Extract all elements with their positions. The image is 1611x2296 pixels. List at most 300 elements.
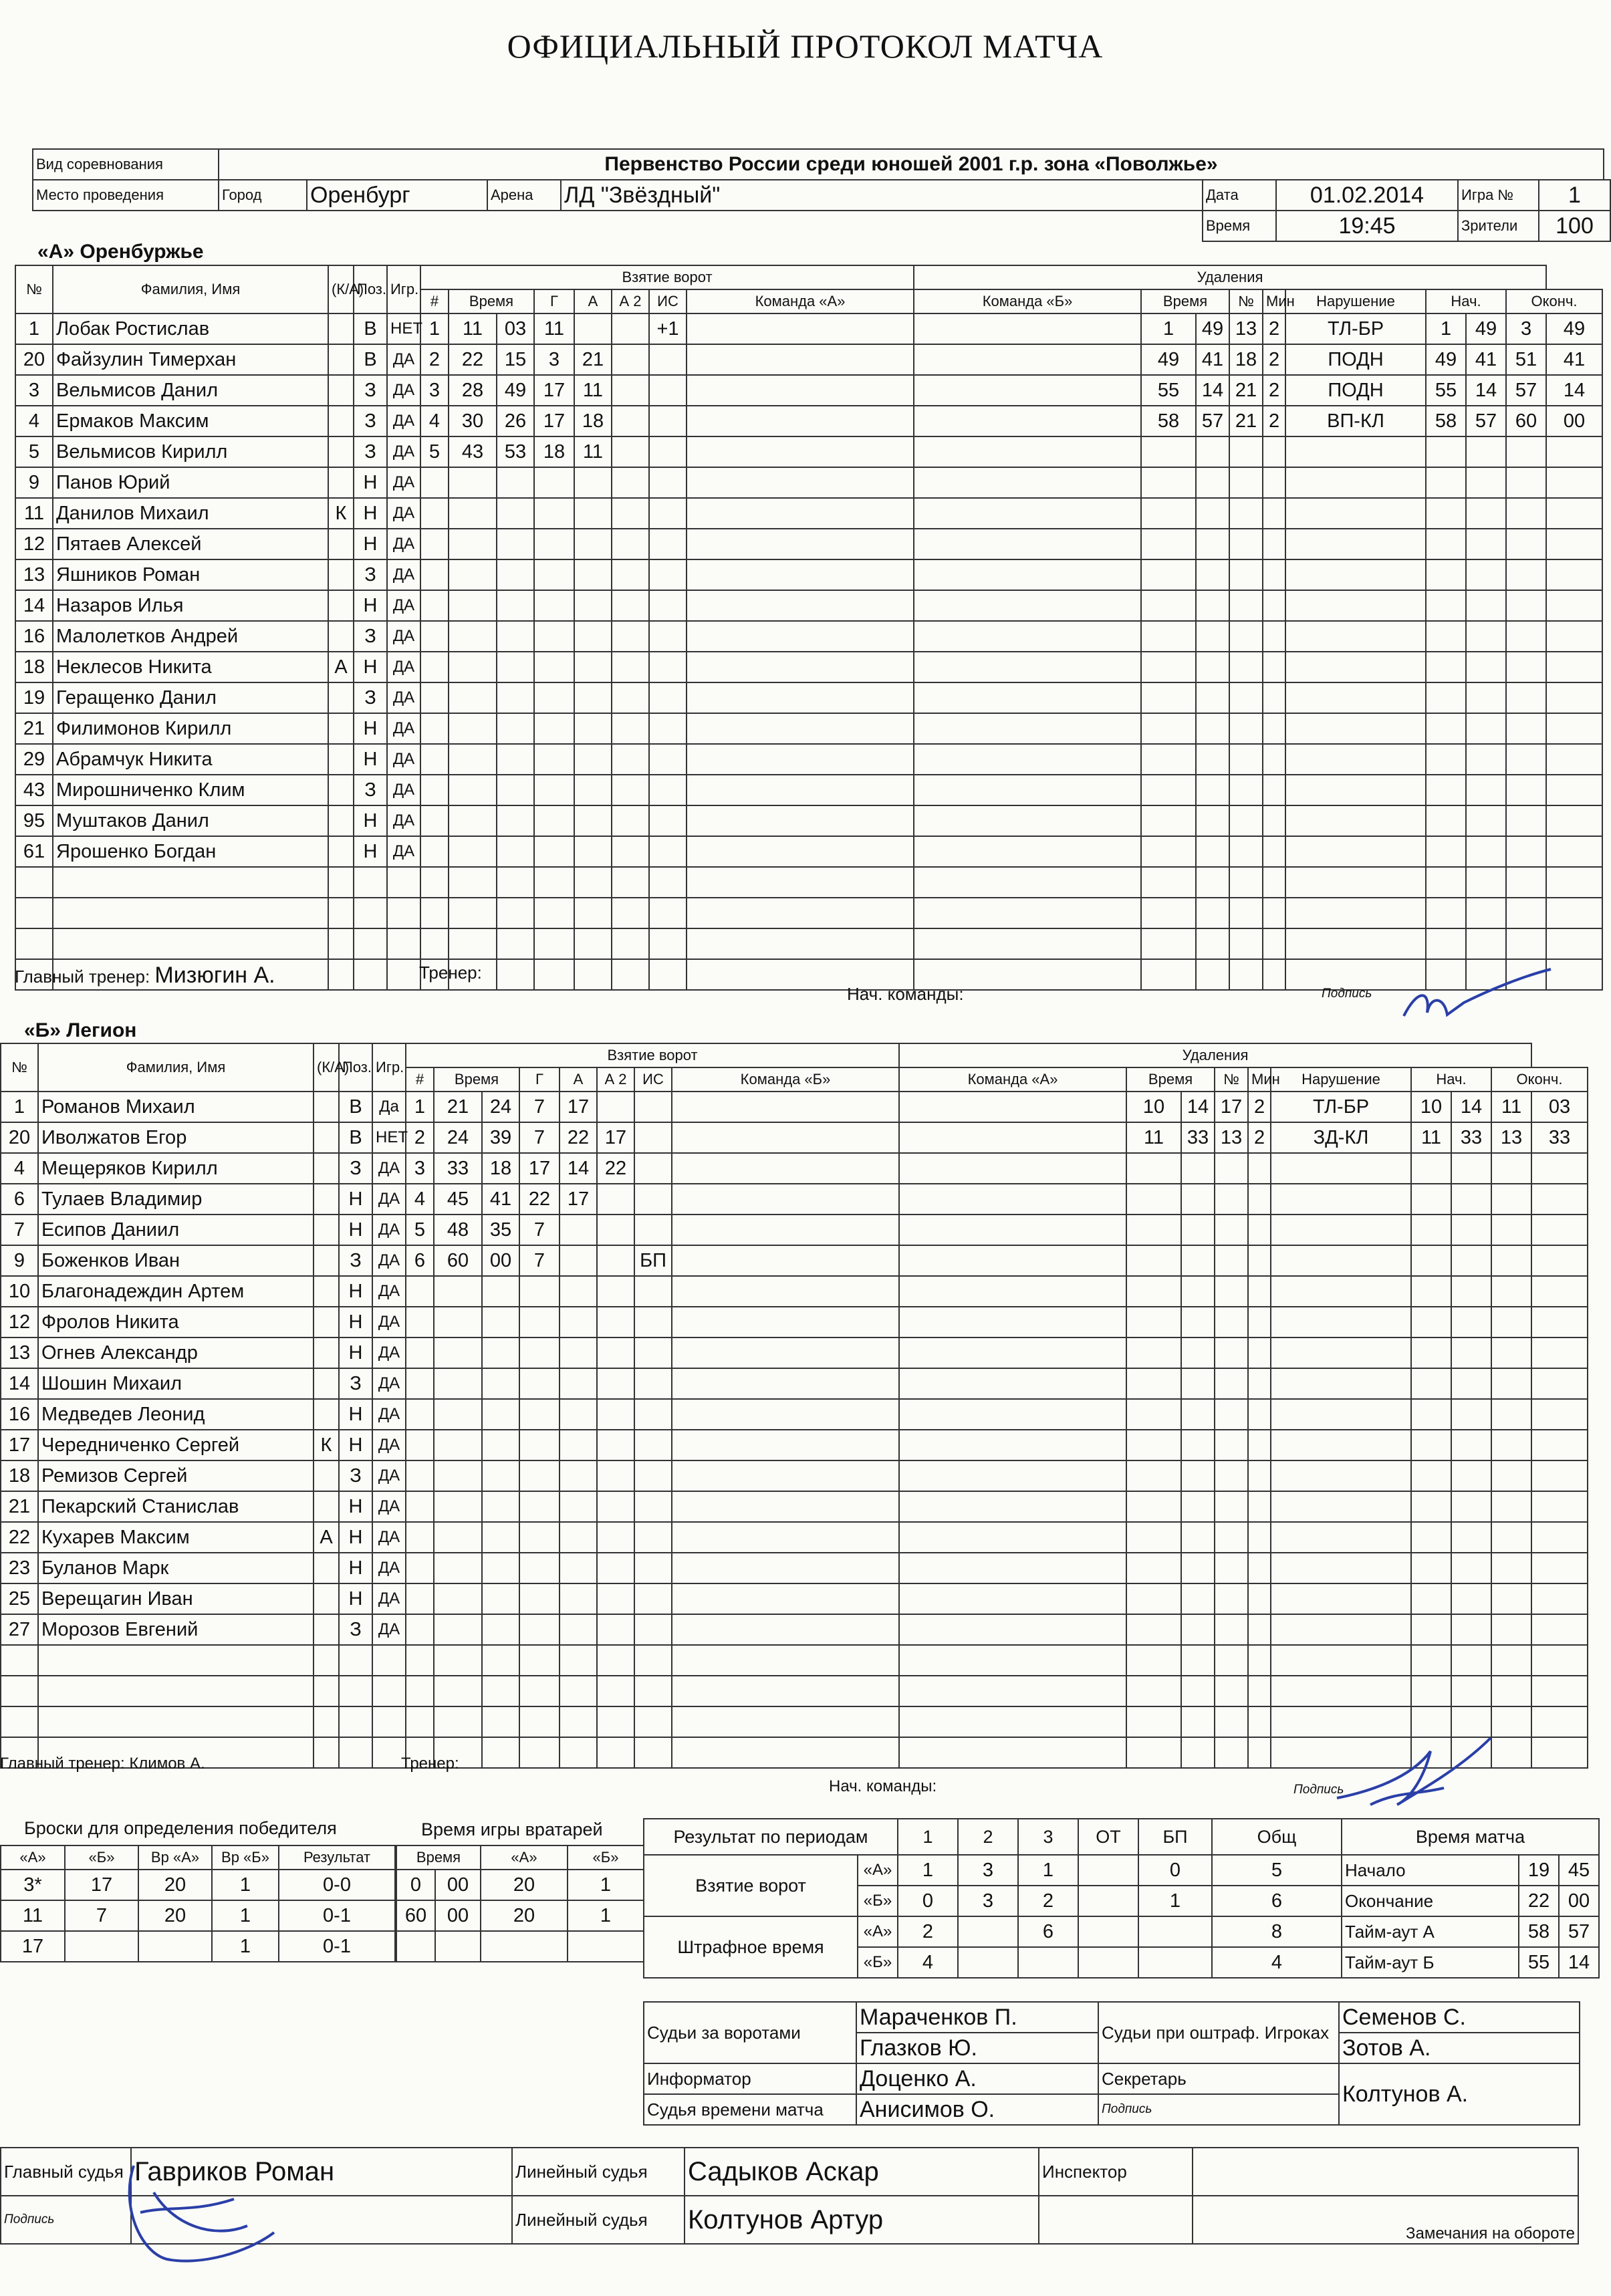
match-header-venue <box>32 179 1611 242</box>
penalty-minutes <box>1263 928 1285 959</box>
player-position: Н <box>354 652 387 682</box>
player-played: ДА <box>387 375 420 406</box>
player-position: В <box>354 344 387 375</box>
penalty-time-sec <box>1181 1245 1215 1276</box>
goal-a <box>560 1368 597 1399</box>
player-played <box>372 1706 406 1737</box>
penalty-minutes <box>1248 1184 1271 1215</box>
player-played: ДА <box>387 467 420 498</box>
goal-s: 00 <box>482 1245 519 1276</box>
player-position: Н <box>354 498 387 529</box>
table-row <box>15 898 1602 928</box>
penalty-start-sec <box>1466 744 1506 775</box>
player-position: З <box>354 375 387 406</box>
player-played: ДА <box>387 559 420 590</box>
penalty-time-min <box>1126 1614 1181 1645</box>
goal-own-cell <box>687 313 914 344</box>
period-cell: 2 <box>898 1916 958 1947</box>
goal-own-cell <box>672 1276 899 1307</box>
penalty-foul <box>1271 1583 1411 1614</box>
player-played: ДА <box>387 406 420 436</box>
period-team: «А» <box>858 1855 898 1886</box>
goal-own-cell <box>672 1645 899 1676</box>
penalty-foul <box>1285 928 1426 959</box>
goal-a <box>574 652 612 682</box>
penalty-time-min <box>1141 652 1196 682</box>
penalty-start-min: 10 <box>1411 1092 1451 1122</box>
team-a-head-coach: Мизюгин А. <box>154 963 275 988</box>
goal-opp-cell <box>914 529 1141 559</box>
goal-opp-cell <box>899 1092 1126 1122</box>
goalie-time-title: Время игры вратарей <box>421 1819 603 1839</box>
goal-no <box>420 805 449 836</box>
penalty-end-sec <box>1546 682 1602 713</box>
period-col-3: ОТ <box>1078 1819 1138 1855</box>
period-cell: 6 <box>1212 1886 1342 1916</box>
table-row <box>15 498 1602 529</box>
goal-g <box>534 805 574 836</box>
player-position: З <box>354 559 387 590</box>
penalty-time-min <box>1141 867 1196 898</box>
goal-no: 6 <box>406 1245 434 1276</box>
period-col-5: Общ <box>1212 1819 1342 1855</box>
goal-is <box>634 1430 672 1460</box>
penalty-time-sec <box>1196 713 1229 744</box>
player-name: Ремизов Сергей <box>38 1460 314 1491</box>
penalty-player <box>1229 775 1263 805</box>
goal-m: 28 <box>449 375 497 406</box>
goal-a2 <box>612 498 649 529</box>
goal-s <box>482 1276 519 1307</box>
penalty-end-min <box>1491 1553 1531 1583</box>
penalty-end-sec <box>1546 775 1602 805</box>
table-row <box>1 1460 1588 1491</box>
player-played: ДА <box>372 1522 406 1553</box>
table-row <box>1 1122 1588 1153</box>
team-b-col-p-end: Оконч. <box>1491 1067 1588 1092</box>
team-a-col-g-is: ИС <box>649 289 687 313</box>
period-cell <box>1078 1947 1138 1978</box>
penalty-end-sec <box>1546 467 1602 498</box>
penalty-start-min <box>1426 559 1466 590</box>
penalty-player <box>1229 467 1263 498</box>
period-row-label: Взятие ворот <box>644 1855 858 1916</box>
penalty-end-sec <box>1531 1215 1588 1245</box>
table-row <box>15 344 1602 375</box>
player-played: ДА <box>387 805 420 836</box>
goal-is <box>649 344 687 375</box>
shootout-cell: 11 <box>1 1900 65 1931</box>
goal-a2: 17 <box>597 1122 634 1153</box>
penalty-start-sec <box>1451 1215 1491 1245</box>
shootout-cell <box>65 1931 138 1962</box>
goal-g <box>534 559 574 590</box>
penalty-time-sec <box>1196 805 1229 836</box>
player-position: Н <box>339 1522 372 1553</box>
goal-m <box>434 1276 482 1307</box>
penalty-time-sec <box>1181 1645 1215 1676</box>
referee-signature-label: Подпись <box>1 2196 131 2244</box>
goal-s: 15 <box>497 344 534 375</box>
penalty-minutes <box>1248 1276 1271 1307</box>
penalty-end-sec <box>1546 928 1602 959</box>
penalty-start-sec <box>1466 867 1506 898</box>
goal-s: 49 <box>497 375 534 406</box>
goal-s <box>497 621 534 652</box>
player-number: 23 <box>1 1553 38 1583</box>
goal-no <box>420 467 449 498</box>
goal-no <box>406 1337 434 1368</box>
player-played <box>387 928 420 959</box>
player-ka <box>314 1368 339 1399</box>
goal-m <box>449 867 497 898</box>
goal-no: 2 <box>406 1122 434 1153</box>
penalty-start-min <box>1426 467 1466 498</box>
period-cell: 3 <box>958 1855 1018 1886</box>
goal-own-cell <box>672 1368 899 1399</box>
goal-g <box>519 1706 560 1737</box>
penalty-start-sec <box>1466 928 1506 959</box>
player-position: З <box>339 1614 372 1645</box>
table-row <box>1 1307 1588 1337</box>
penalty-end-min <box>1506 805 1546 836</box>
team-b-roster-table <box>0 1043 1588 1769</box>
goal-m <box>449 621 497 652</box>
goal-m <box>449 498 497 529</box>
player-name <box>53 867 328 898</box>
goal-s <box>497 867 534 898</box>
player-name: Боженков Иван <box>38 1245 314 1276</box>
goal-no <box>406 1276 434 1307</box>
penalty-end-min <box>1506 467 1546 498</box>
penalty-start-min <box>1426 498 1466 529</box>
player-ka <box>328 590 354 621</box>
player-played: ДА <box>387 529 420 559</box>
player-position: З <box>339 1460 372 1491</box>
goal-no: 5 <box>420 436 449 467</box>
table-row <box>1 1184 1588 1215</box>
goal-no <box>420 836 449 867</box>
penalty-start-min <box>1426 682 1466 713</box>
goal-a2 <box>597 1307 634 1337</box>
goal-own-cell <box>687 682 914 713</box>
goal-m: 21 <box>434 1092 482 1122</box>
goal-s: 18 <box>482 1153 519 1184</box>
penalty-player <box>1215 1583 1248 1614</box>
player-ka <box>328 682 354 713</box>
goal-own-cell <box>687 498 914 529</box>
penalty-time-min <box>1126 1583 1181 1614</box>
penalty-end-sec <box>1531 1399 1588 1430</box>
penalty-foul <box>1285 590 1426 621</box>
player-position <box>339 1645 372 1676</box>
goal-own-cell <box>687 344 914 375</box>
goal-a2 <box>612 406 649 436</box>
informer-value: Доценко А. <box>856 2063 1098 2094</box>
penalty-start-min: 1 <box>1426 313 1466 344</box>
table-row <box>644 1855 1342 1886</box>
penalty-judges-label: Судьи при оштраф. Игроках <box>1098 2002 1339 2063</box>
player-played: ДА <box>387 836 420 867</box>
penalty-player <box>1215 1553 1248 1583</box>
goal-no <box>420 621 449 652</box>
goal-m: 43 <box>449 436 497 467</box>
match-time-label: Тайм-аут А <box>1342 1916 1519 1947</box>
player-ka <box>314 1491 339 1522</box>
referee-signature-icon <box>114 2152 287 2273</box>
team-b-col-p-min: Мин <box>1248 1067 1271 1092</box>
penalty-minutes <box>1263 590 1285 621</box>
goal-is <box>634 1368 672 1399</box>
penalty-minutes <box>1263 498 1285 529</box>
goal-opp-cell <box>914 867 1141 898</box>
penalty-start-min: 58 <box>1426 406 1466 436</box>
penalty-end-sec <box>1546 836 1602 867</box>
goal-a2 <box>597 1706 634 1737</box>
goal-a2 <box>597 1399 634 1430</box>
goal-a <box>560 1583 597 1614</box>
penalty-time-min <box>1126 1245 1181 1276</box>
penalty-time-sec: 14 <box>1181 1092 1215 1122</box>
penalty-time-sec <box>1196 928 1229 959</box>
goal-is <box>634 1184 672 1215</box>
goal-judge-1: Мараченков П. <box>856 2002 1098 2033</box>
player-played <box>372 1645 406 1676</box>
period-cell: 0 <box>1138 1855 1212 1886</box>
goal-s: 35 <box>482 1215 519 1245</box>
team-chief-label-b: Нач. команды: <box>829 1777 937 1795</box>
team-a-col-p-no: № <box>1229 289 1263 313</box>
penalty-start-sec <box>1466 836 1506 867</box>
team-a-roster-table <box>15 265 1603 991</box>
goal-own-cell <box>672 1553 899 1583</box>
penalty-time-min <box>1141 928 1196 959</box>
table-row <box>1342 1947 1599 1978</box>
penalty-time-min: 11 <box>1126 1122 1181 1153</box>
table-row <box>1 1870 395 1900</box>
penalty-end-min <box>1506 836 1546 867</box>
goal-s: 41 <box>482 1184 519 1215</box>
shootout-cell: 0-1 <box>279 1900 395 1931</box>
goal-s <box>482 1307 519 1337</box>
goal-s <box>497 713 534 744</box>
match-header <box>32 148 1604 180</box>
penalty-start-sec: 14 <box>1451 1092 1491 1122</box>
goal-own-cell <box>672 1706 899 1737</box>
match-time-label: Тайм-аут Б <box>1342 1947 1519 1978</box>
team-b-col-p-foul: Нарушение <box>1271 1067 1411 1092</box>
goal-is <box>649 928 687 959</box>
player-played: ДА <box>372 1184 406 1215</box>
penalty-minutes <box>1248 1399 1271 1430</box>
goal-is <box>649 682 687 713</box>
goal-opp-cell <box>914 805 1141 836</box>
penalty-end-min <box>1491 1399 1531 1430</box>
table-row <box>15 867 1602 898</box>
goal-a <box>560 1553 597 1583</box>
period-col-0: 1 <box>898 1819 958 1855</box>
penalty-end-sec <box>1546 898 1602 928</box>
penalty-end-sec: 41 <box>1546 344 1602 375</box>
time-label: Время <box>1203 211 1276 241</box>
goal-g: 7 <box>519 1122 560 1153</box>
goal-no <box>420 529 449 559</box>
goalie-cell: 20 <box>481 1900 568 1931</box>
goal-g <box>534 867 574 898</box>
penalty-end-sec <box>1546 867 1602 898</box>
player-played: ДА <box>387 590 420 621</box>
goal-g <box>519 1583 560 1614</box>
player-ka <box>328 467 354 498</box>
table-row <box>15 775 1602 805</box>
game-label: Игра № <box>1458 180 1539 211</box>
player-name: Панов Юрий <box>53 467 328 498</box>
penalty-end-min: 51 <box>1506 344 1546 375</box>
penalty-start-sec <box>1466 682 1506 713</box>
penalty-time-min <box>1126 1153 1181 1184</box>
goal-g: 17 <box>534 406 574 436</box>
table-row <box>1 1645 1588 1676</box>
goal-own-cell <box>672 1153 899 1184</box>
city-value: Оренбург <box>307 180 487 211</box>
player-number: 11 <box>15 498 53 529</box>
penalty-time-min <box>1126 1399 1181 1430</box>
goal-no <box>420 652 449 682</box>
goal-own-cell <box>672 1184 899 1215</box>
player-position <box>339 1706 372 1737</box>
penalty-time-sec <box>1196 652 1229 682</box>
goal-m <box>434 1337 482 1368</box>
penalty-player <box>1229 559 1263 590</box>
player-played <box>387 898 420 928</box>
penalty-player <box>1215 1522 1248 1553</box>
goalie-time-table <box>396 1845 644 1962</box>
penalty-end-min <box>1506 590 1546 621</box>
goal-a <box>560 1276 597 1307</box>
penalty-end-min <box>1506 898 1546 928</box>
penalty-start-sec <box>1466 775 1506 805</box>
player-name: Назаров Илья <box>53 590 328 621</box>
match-time-min: 14 <box>1559 1947 1599 1978</box>
period-cell <box>958 1947 1018 1978</box>
penalty-end-min <box>1491 1583 1531 1614</box>
goal-opp-cell <box>899 1399 1126 1430</box>
penalty-time-sec <box>1181 1676 1215 1706</box>
goal-a2 <box>612 682 649 713</box>
goal-g <box>519 1337 560 1368</box>
penalty-player <box>1229 805 1263 836</box>
player-position: В <box>339 1092 372 1122</box>
goal-opp-cell <box>914 744 1141 775</box>
goal-a2 <box>597 1430 634 1460</box>
goal-a2 <box>597 1092 634 1122</box>
penalty-end-min <box>1491 1430 1531 1460</box>
goal-s <box>482 1337 519 1368</box>
table-row <box>1 1153 1588 1184</box>
player-position <box>354 867 387 898</box>
penalty-time-sec <box>1196 682 1229 713</box>
player-position: З <box>354 775 387 805</box>
player-name: Неклесов Никита <box>53 652 328 682</box>
penalty-time-sec <box>1196 559 1229 590</box>
goal-opp-cell <box>914 928 1141 959</box>
goal-own-cell <box>687 590 914 621</box>
penalty-player <box>1229 867 1263 898</box>
spectators-value: 100 <box>1539 211 1610 241</box>
shootout-cell: 1 <box>212 1900 279 1931</box>
player-position: Н <box>354 805 387 836</box>
penalty-time-min <box>1126 1368 1181 1399</box>
goal-g <box>519 1614 560 1645</box>
penalty-minutes <box>1263 867 1285 898</box>
team-a-col-no: № <box>15 265 53 313</box>
player-name: Муштаков Данил <box>53 805 328 836</box>
penalty-player: 13 <box>1215 1122 1248 1153</box>
arena-value: ЛД "Звёздный" <box>561 180 1203 211</box>
goal-m <box>434 1583 482 1614</box>
goalie-empty-cell <box>481 1931 568 1962</box>
goal-s <box>497 467 534 498</box>
goal-opp-cell <box>914 498 1141 529</box>
penalty-time-min <box>1126 1307 1181 1337</box>
spacer-cell <box>1039 2196 1193 2244</box>
player-name <box>53 898 328 928</box>
team-b-pen-title: Удаления <box>899 1043 1531 1067</box>
penalty-start-min <box>1411 1307 1451 1337</box>
penalty-time-min <box>1141 467 1196 498</box>
goal-g <box>534 744 574 775</box>
goal-no <box>406 1307 434 1337</box>
goal-m <box>434 1430 482 1460</box>
player-played: ДА <box>387 682 420 713</box>
table-row <box>15 529 1602 559</box>
goal-g <box>534 467 574 498</box>
penalty-time-min <box>1126 1676 1181 1706</box>
goal-is <box>634 1399 672 1430</box>
team-a-col-p-min: Мин <box>1263 289 1285 313</box>
goal-a2 <box>612 805 649 836</box>
penalty-end-min <box>1506 621 1546 652</box>
goal-a: 11 <box>574 375 612 406</box>
penalty-end-sec <box>1546 436 1602 467</box>
coach-label-b: Тренер: <box>401 1755 459 1773</box>
time-value: 19:45 <box>1276 211 1458 241</box>
goal-a <box>574 682 612 713</box>
player-ka <box>328 559 354 590</box>
penalty-time-min <box>1126 1460 1181 1491</box>
player-ka <box>314 1092 339 1122</box>
penalty-time-sec <box>1196 775 1229 805</box>
goal-no: 2 <box>420 344 449 375</box>
penalty-start-min <box>1411 1337 1451 1368</box>
period-cell: 1 <box>898 1855 958 1886</box>
player-played: ДА <box>387 652 420 682</box>
goal-is <box>649 836 687 867</box>
goal-a2 <box>612 559 649 590</box>
player-played <box>387 867 420 898</box>
player-name: Мирошниченко Клим <box>53 775 328 805</box>
goal-no <box>406 1491 434 1522</box>
match-time-hour: 22 <box>1519 1886 1559 1916</box>
goal-a2 <box>597 1491 634 1522</box>
table-row <box>15 713 1602 744</box>
goal-no <box>420 590 449 621</box>
team-b-col-p-start: Нач. <box>1411 1067 1491 1092</box>
penalty-time-min <box>1141 498 1196 529</box>
goal-no: 1 <box>420 313 449 344</box>
player-number: 4 <box>1 1153 38 1184</box>
goal-g <box>534 590 574 621</box>
